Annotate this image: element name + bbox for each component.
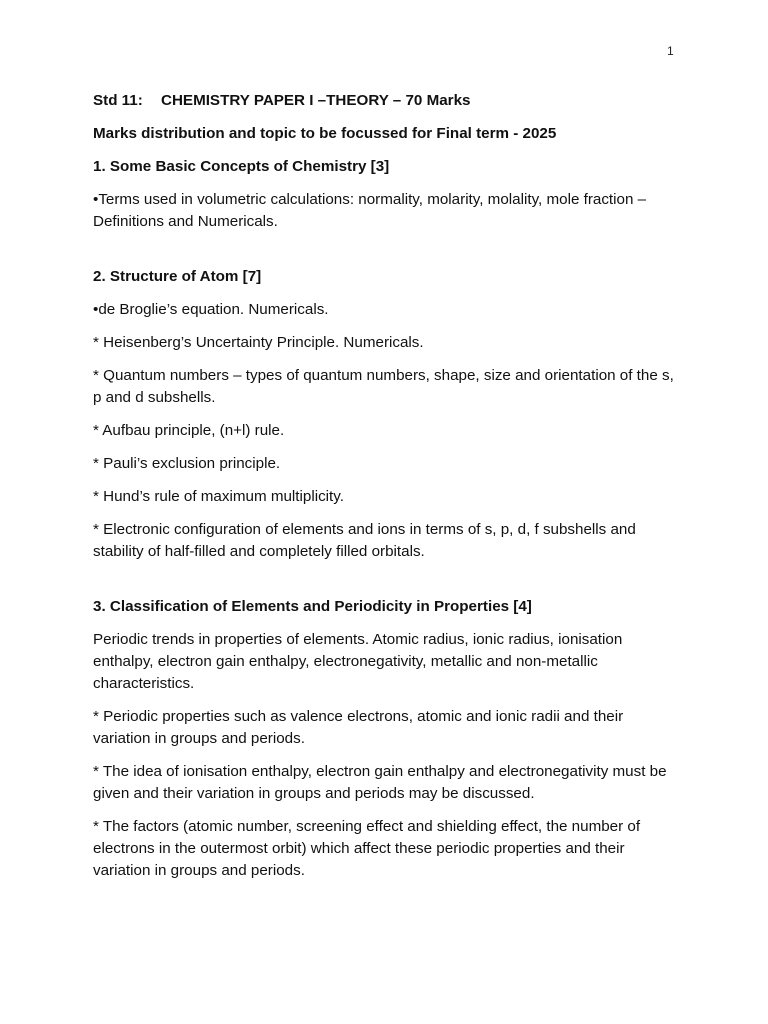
section-paragraph: * Periodic properties such as valence electrons, atomic and ionic radii and their variation in groups and periods.: [93, 708, 624, 747]
section-paragraph: * Aufbau principle, (n+l) rule.: [93, 422, 285, 439]
section-paragraph: * Heisenberg’s Uncertainty Principle. Numericals.: [93, 334, 424, 351]
paper-title: CHEMISTRY PAPER I –THEORY – 70 Marks: [161, 92, 471, 109]
section-heading: 3. Classification of Elements and Periodicity in Properties [4]: [93, 598, 532, 615]
section-paragraph: * Hund’s rule of maximum multiplicity.: [93, 488, 344, 505]
section-paragraph: * Pauli’s exclusion principle.: [93, 455, 281, 472]
document-title: [93, 90, 683, 112]
section-classification-of-elements: [93, 596, 683, 882]
section-paragraph: Periodic trends in properties of elements. Atomic radius, ionic radius, ionisation enthalpy, electron gain enthalpy, electronegativity, metallic and non-metallic characteristics.: [93, 631, 623, 692]
standard-label: Std 11:: [93, 92, 143, 109]
section-heading: 2. Structure of Atom [7]: [93, 268, 262, 285]
section-paragraph: * The idea of ionisation enthalpy, electron gain enthalpy and electronegativity must be given and their variation in groups and periods may be discussed.: [93, 763, 667, 802]
document-content: [93, 90, 683, 893]
section-paragraph: * The factors (atomic number, screening effect and shielding effect, the number of electrons in the outermost orbit) which affect these periodic properties and their variation in groups and periods.: [93, 818, 641, 879]
section-structure-of-atom: [93, 266, 683, 563]
page-number: 1: [667, 44, 674, 58]
document-subtitle: Marks distribution and topic to be focussed for Final term - 2025: [93, 125, 557, 142]
section-heading: 1. Some Basic Concepts of Chemistry [3]: [93, 158, 390, 175]
section-paragraph: •de Broglie’s equation. Numericals.: [93, 301, 329, 318]
section-paragraph: •Terms used in volumetric calculations: normality, molarity, molality, mole fraction – Definitions and Numericals.: [93, 191, 647, 230]
section-paragraph: * Quantum numbers – types of quantum numbers, shape, size and orientation of the s, p and d subshells.: [93, 367, 674, 406]
section-paragraph: * Electronic configuration of elements and ions in terms of s, p, d, f subshells and stability of half-filled and completely filled orbitals.: [93, 521, 636, 560]
section-basic-concepts: [93, 156, 683, 233]
